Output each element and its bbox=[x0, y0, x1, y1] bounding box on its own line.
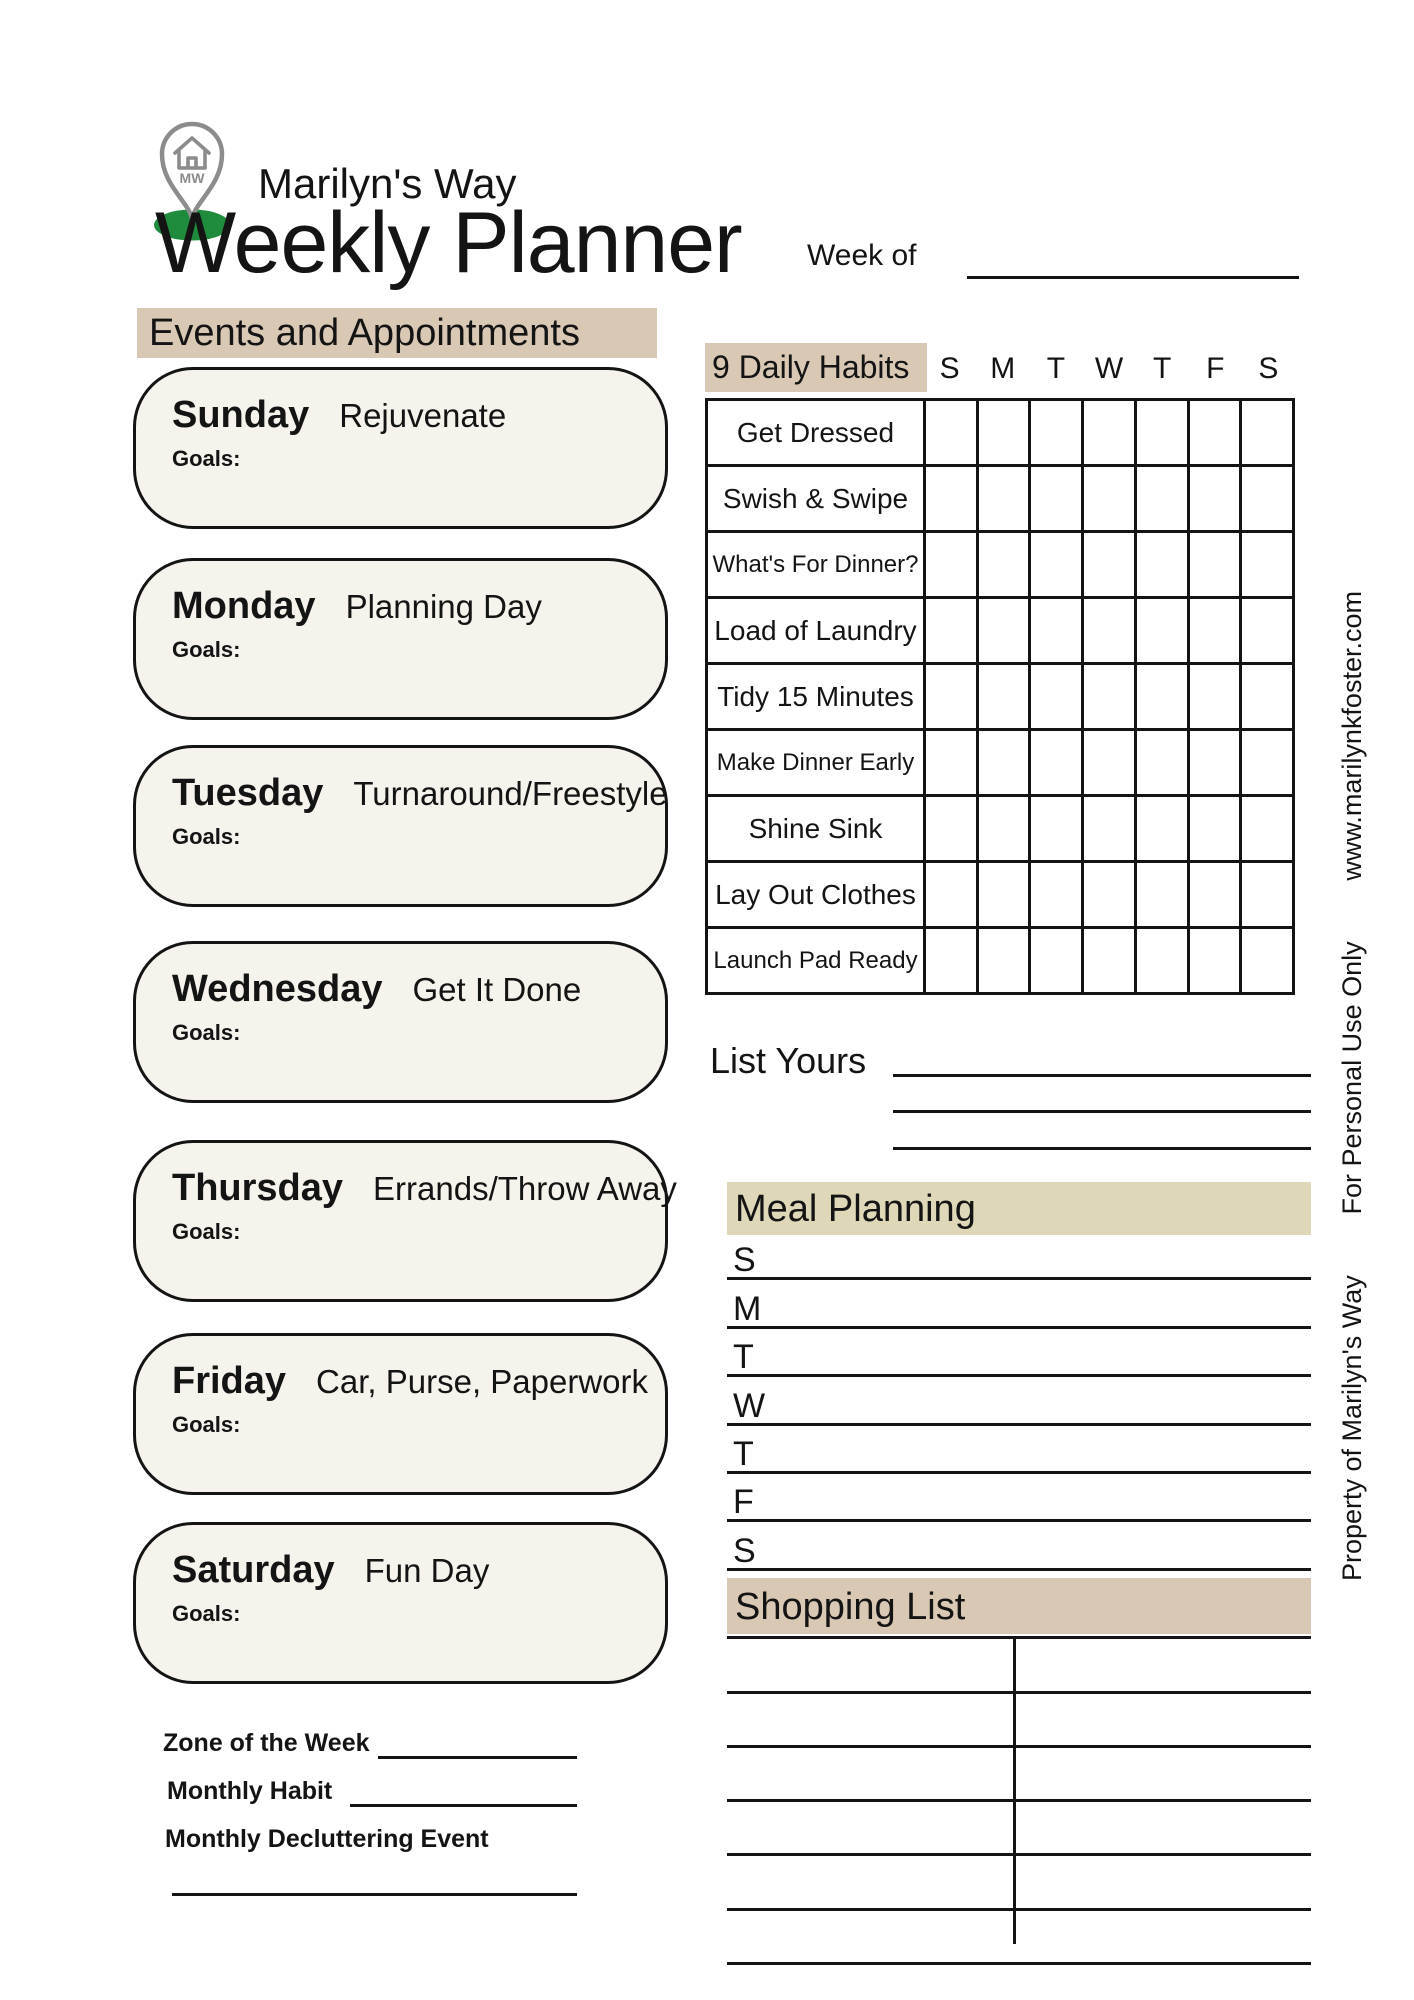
habit-check-cell bbox=[1135, 532, 1188, 598]
habit-check-cell bbox=[1083, 730, 1136, 796]
habit-check-cell bbox=[977, 664, 1030, 730]
meal-row bbox=[727, 1474, 1311, 1522]
habit-check-cell bbox=[977, 730, 1030, 796]
habit-check-cell bbox=[1135, 598, 1188, 664]
meal-row bbox=[727, 1377, 1311, 1425]
day-theme: Get It Done bbox=[412, 971, 582, 1008]
habit-check-cell bbox=[1083, 664, 1136, 730]
habit-check-cell bbox=[977, 532, 1030, 598]
habit-check-cell bbox=[925, 598, 978, 664]
habit-row bbox=[707, 598, 1294, 664]
habit-check-cell bbox=[1188, 664, 1241, 730]
habit-check-cell bbox=[1241, 796, 1294, 862]
habit-check-cell bbox=[1030, 664, 1083, 730]
day-name: Sunday bbox=[172, 394, 310, 436]
day-box-friday bbox=[133, 1333, 668, 1495]
meal-day-letter: S bbox=[733, 1241, 756, 1280]
habit-name: Get Dressed bbox=[707, 400, 925, 466]
list-yours-fill-line bbox=[893, 1147, 1311, 1150]
goals-label: Goals: bbox=[172, 1219, 241, 1244]
habit-check-cell bbox=[1188, 796, 1241, 862]
habit-check-cell bbox=[1083, 796, 1136, 862]
meal-planning-rows bbox=[727, 1232, 1311, 1571]
habit-name: Swish & Swipe bbox=[707, 466, 925, 532]
goals-label: Goals: bbox=[172, 1412, 241, 1437]
habit-name: Tidy 15 Minutes bbox=[707, 664, 925, 730]
habit-check-cell bbox=[925, 796, 978, 862]
habit-check-cell bbox=[1241, 928, 1294, 994]
zone-of-week-label: Zone of the Week bbox=[163, 1729, 370, 1757]
habit-name: Launch Pad Ready bbox=[707, 928, 925, 994]
habit-check-cell bbox=[1030, 862, 1083, 928]
habit-name: Shine Sink bbox=[707, 796, 925, 862]
habit-check-cell bbox=[925, 928, 978, 994]
habit-check-cell bbox=[1188, 928, 1241, 994]
day-box-tuesday bbox=[133, 745, 668, 907]
list-yours-fill-line bbox=[893, 1110, 1311, 1113]
habit-check-cell bbox=[925, 466, 978, 532]
day-box-wednesday bbox=[133, 941, 668, 1103]
habit-check-cell bbox=[1241, 466, 1294, 532]
goals-label: Goals: bbox=[172, 1020, 241, 1045]
day-name: Thursday bbox=[172, 1167, 344, 1209]
events-header: Events and Appointments bbox=[137, 308, 657, 358]
shopping-fill-line bbox=[727, 1694, 1311, 1748]
habit-check-cell bbox=[1188, 466, 1241, 532]
day-letter: S bbox=[1258, 352, 1279, 385]
credit-sidebar bbox=[1337, 591, 1367, 1581]
habit-row bbox=[707, 400, 1294, 466]
habit-check-cell bbox=[1188, 532, 1241, 598]
day-theme: Turnaround/Freestyle bbox=[353, 775, 668, 812]
habit-check-cell bbox=[925, 400, 978, 466]
habit-check-cell bbox=[1030, 598, 1083, 664]
day-name: Tuesday bbox=[172, 772, 324, 814]
habit-row bbox=[707, 664, 1294, 730]
shopping-fill-line bbox=[727, 1856, 1311, 1910]
shopping-fill-line bbox=[727, 1585, 1311, 1639]
habit-check-cell bbox=[1188, 730, 1241, 796]
day-box-saturday bbox=[133, 1522, 668, 1684]
goals-label: Goals: bbox=[172, 637, 241, 662]
habit-check-cell bbox=[1241, 598, 1294, 664]
monthly-decluttering-fill-line bbox=[172, 1860, 577, 1896]
habit-check-cell bbox=[1241, 532, 1294, 598]
week-of-label: Week of bbox=[807, 239, 917, 272]
habit-check-cell bbox=[1135, 928, 1188, 994]
habit-day-letters-row bbox=[923, 346, 1295, 392]
habit-check-cell bbox=[977, 400, 1030, 466]
habit-check-cell bbox=[1188, 598, 1241, 664]
habit-check-cell bbox=[977, 796, 1030, 862]
habit-check-cell bbox=[1241, 664, 1294, 730]
day-name: Monday bbox=[172, 585, 316, 627]
shopping-fill-line bbox=[727, 1802, 1311, 1856]
habit-name: Make Dinner Early bbox=[707, 730, 925, 796]
week-of-fill-line bbox=[967, 243, 1299, 279]
goals-label: Goals: bbox=[172, 446, 241, 471]
habit-check-cell bbox=[925, 862, 978, 928]
day-theme: Fun Day bbox=[364, 1552, 490, 1589]
habit-row bbox=[707, 928, 1294, 994]
list-yours-label: List Yours bbox=[710, 1040, 867, 1081]
habit-check-cell bbox=[925, 532, 978, 598]
habit-check-cell bbox=[1030, 400, 1083, 466]
monthly-habit-fill-line bbox=[350, 1777, 577, 1807]
habit-check-cell bbox=[1188, 862, 1241, 928]
meal-row bbox=[727, 1329, 1311, 1377]
day-letter: W bbox=[1094, 352, 1124, 385]
daily-habits-header: 9 Daily Habits bbox=[705, 343, 927, 392]
meal-row bbox=[727, 1280, 1311, 1328]
monthly-decluttering-label: Monthly Decluttering Event bbox=[165, 1825, 489, 1853]
shopping-fill-line bbox=[727, 1911, 1311, 1965]
habit-row bbox=[707, 730, 1294, 796]
logo-initials: MW bbox=[179, 170, 205, 186]
day-theme: Planning Day bbox=[345, 588, 542, 625]
habit-check-cell bbox=[1030, 928, 1083, 994]
habit-check-cell bbox=[1135, 730, 1188, 796]
meal-row bbox=[727, 1522, 1311, 1570]
meal-row bbox=[727, 1426, 1311, 1474]
habit-check-cell bbox=[1135, 466, 1188, 532]
zone-of-week-fill-line bbox=[378, 1729, 577, 1759]
shopping-fill-line bbox=[727, 1639, 1311, 1693]
meal-day-letter: W bbox=[733, 1386, 766, 1425]
habit-check-cell bbox=[1135, 796, 1188, 862]
list-yours-fill-line bbox=[893, 1074, 1311, 1077]
habit-check-cell bbox=[1241, 400, 1294, 466]
meal-planning-header: Meal Planning bbox=[727, 1182, 1311, 1235]
shopping-list-rows bbox=[727, 1585, 1311, 1965]
monthly-habit-label: Monthly Habit bbox=[167, 1777, 333, 1805]
habit-check-cell bbox=[1188, 400, 1241, 466]
website-url: www.marilynkfoster.com bbox=[1336, 591, 1367, 881]
meal-day-letter: T bbox=[733, 1338, 754, 1377]
meal-day-letter: F bbox=[733, 1483, 754, 1522]
shopping-fill-line bbox=[727, 1748, 1311, 1802]
day-letter: T bbox=[1152, 352, 1172, 385]
day-box-thursday bbox=[133, 1140, 677, 1302]
day-letter: S bbox=[939, 352, 960, 385]
meal-day-letter: T bbox=[733, 1434, 754, 1473]
habit-check-cell bbox=[1083, 400, 1136, 466]
habit-row bbox=[707, 466, 1294, 532]
habit-check-cell bbox=[977, 928, 1030, 994]
day-name: Saturday bbox=[172, 1549, 335, 1591]
day-name: Wednesday bbox=[172, 968, 383, 1010]
habit-check-cell bbox=[1135, 862, 1188, 928]
habit-check-cell bbox=[977, 598, 1030, 664]
habit-check-cell bbox=[1030, 796, 1083, 862]
day-theme: Errands/Throw Away bbox=[373, 1170, 677, 1207]
shopping-list-column-divider bbox=[1013, 1636, 1016, 1944]
habit-check-cell bbox=[1135, 664, 1188, 730]
shopping-list-header: Shopping List bbox=[727, 1578, 1311, 1634]
habit-check-cell bbox=[1083, 466, 1136, 532]
property-note: Property of Marilyn's Way bbox=[1336, 1275, 1367, 1581]
goals-label: Goals: bbox=[172, 1601, 241, 1626]
day-letter: F bbox=[1206, 352, 1225, 385]
habit-check-cell bbox=[1030, 532, 1083, 598]
habit-check-cell bbox=[1083, 532, 1136, 598]
habit-row bbox=[707, 862, 1294, 928]
habit-name: Lay Out Clothes bbox=[707, 862, 925, 928]
habit-check-cell bbox=[1083, 598, 1136, 664]
habit-row bbox=[707, 796, 1294, 862]
habit-check-cell bbox=[1030, 466, 1083, 532]
daily-habits-table bbox=[705, 398, 1295, 995]
page-title: Weekly Planner bbox=[155, 195, 742, 291]
habit-check-cell bbox=[1083, 928, 1136, 994]
habit-check-cell bbox=[1241, 862, 1294, 928]
habit-check-cell bbox=[925, 664, 978, 730]
personal-use-note: For Personal Use Only bbox=[1336, 941, 1367, 1215]
day-theme: Car, Purse, Paperwork bbox=[316, 1363, 649, 1400]
day-letter: M bbox=[990, 352, 1016, 385]
habit-check-cell bbox=[1083, 862, 1136, 928]
day-name: Friday bbox=[172, 1360, 287, 1402]
day-box-sunday bbox=[133, 367, 668, 529]
day-box-monday bbox=[133, 558, 668, 720]
habit-row bbox=[707, 532, 1294, 598]
habit-name: What's For Dinner? bbox=[707, 532, 925, 598]
meal-day-letter: S bbox=[733, 1531, 756, 1570]
meal-day-letter: M bbox=[733, 1289, 762, 1328]
habit-name: Load of Laundry bbox=[707, 598, 925, 664]
day-letter: T bbox=[1046, 352, 1066, 385]
habit-check-cell bbox=[1135, 400, 1188, 466]
habit-check-cell bbox=[1241, 730, 1294, 796]
meal-row bbox=[727, 1232, 1311, 1280]
habit-check-cell bbox=[977, 466, 1030, 532]
goals-label: Goals: bbox=[172, 824, 241, 849]
habit-check-cell bbox=[977, 862, 1030, 928]
habit-check-cell bbox=[1030, 730, 1083, 796]
habit-check-cell bbox=[925, 730, 978, 796]
day-theme: Rejuvenate bbox=[339, 397, 507, 434]
brand-name: Marilyn's Way bbox=[258, 160, 517, 207]
